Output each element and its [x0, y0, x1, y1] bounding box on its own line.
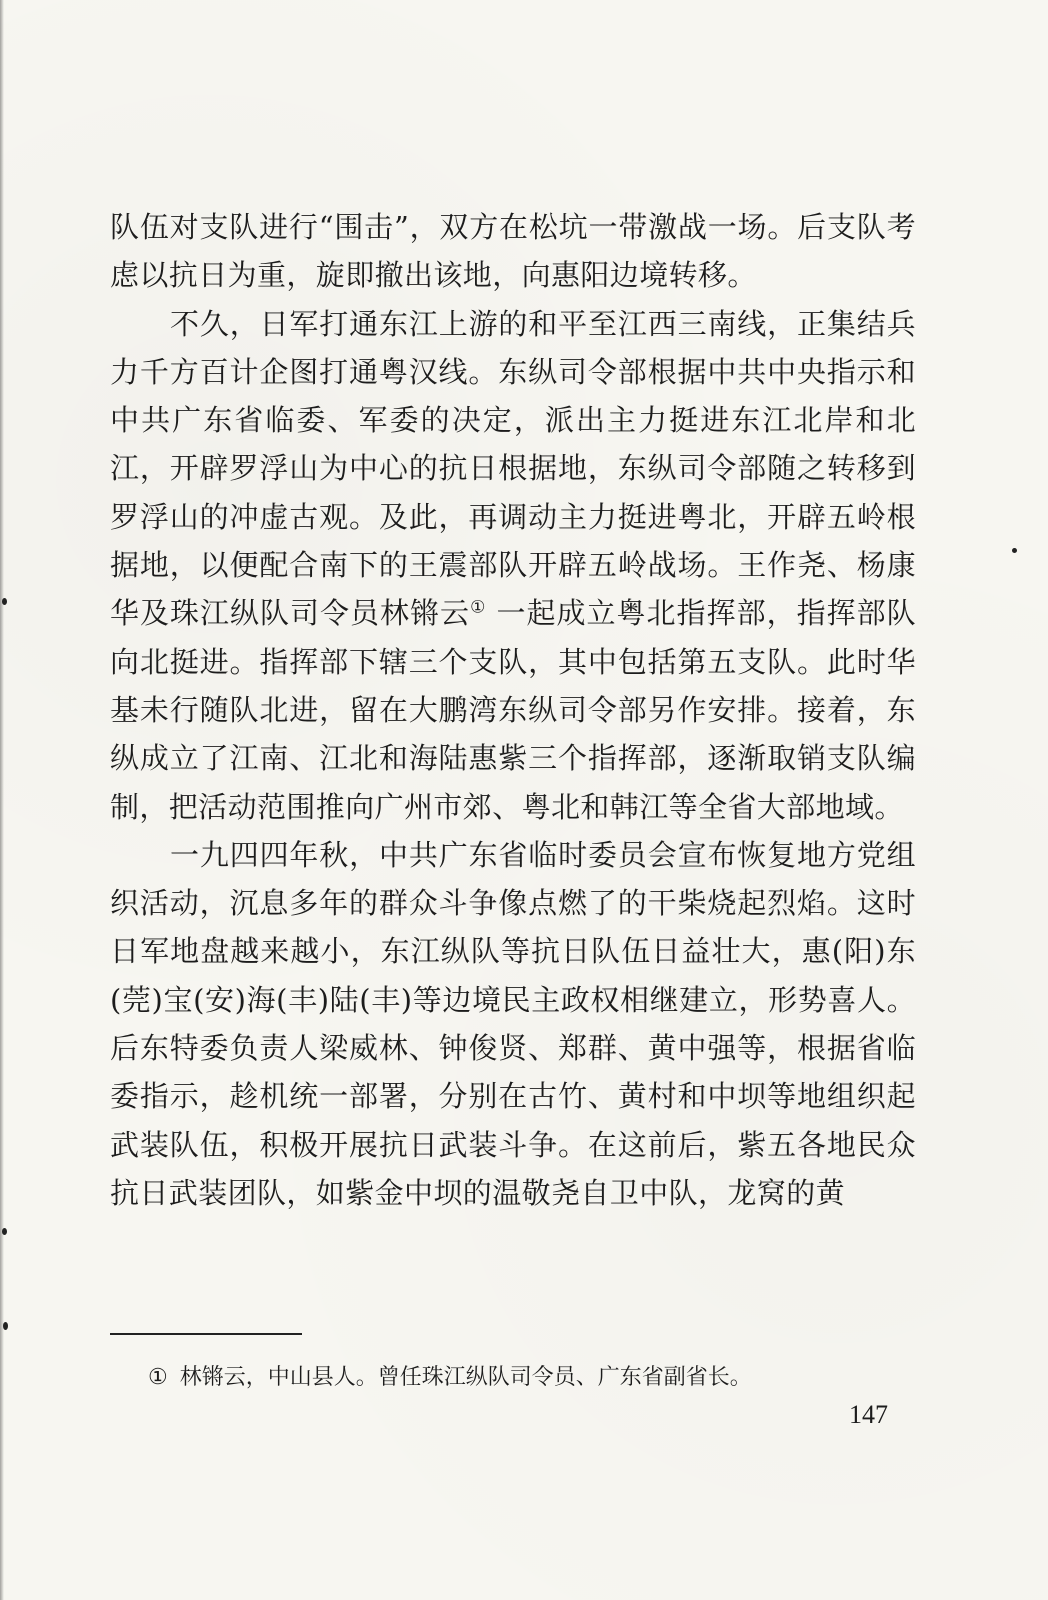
scan-speck: [2, 598, 7, 605]
scan-speck: [2, 1228, 7, 1235]
paragraph-2: [110, 300, 916, 831]
body-text: [110, 203, 916, 1217]
scan-speck: [1012, 548, 1017, 553]
footnote-mark: ①: [148, 1365, 168, 1390]
paragraph-1: 队伍对支队进行“围击”，双方在松坑一带激战一场。后支队考虑以抗日为重，旋即撤出该地，向惠阳边境转移。: [110, 210, 916, 293]
page-edge-shadow: [0, 0, 4, 1600]
paragraph-2-text-a: 不久，日军打通东江上游的和平至江西三南线，正集结兵力千方百计企图打通粤汉线。东纵司令部根据中共中央指示和中共广东省临委、军委的决定，派出主力挺进东江北岸和北江，开辟罗浮山为中心的抗日根据地，东纵司令部随之转移到罗浮山的冲虚古观。及此，再调动主力挺进粤北，开辟五岭根据地，以便配合南下的王震部队开辟五岭战场。王作尧、杨康华及珠江纵队司令员林锵云: [110, 306, 916, 631]
scan-speck: [3, 1322, 8, 1330]
paragraph-3: 一九四四年秋，中共广东省临时委员会宣布恢复地方党组织活动，沉息多年的群众斗争像点燃了的干柴烧起烈焰。这时日军地盘越来越小，东江纵队等抗日队伍日益壮大，惠(阳)东(莞)宝(安)海(丰)陆(丰)等边境民主政权相继建立，形势喜人。后东特委负责人梁威林、钟俊贤、郑群、黄中强等，根据省临委指示，趁机统一部署，分别在古竹、黄村和中坝等地组织起武装队伍，积极开展抗日武装斗争。在这前后，紫五各地民众抗日武装团队，如紫金中坝的温敬尧自卫中队，龙窝的黄: [110, 837, 916, 1210]
footnote: [148, 1362, 908, 1394]
footnote-divider: [110, 1333, 302, 1335]
paragraph-2-text-b: 一起成立粤北指挥部，指挥部队向北挺进。指挥部下辖三个支队，其中包括第五支队。此时华基未行随队北进，留在大鹏湾东纵司令部另作安排。接着，东纵成立了江南、江北和海陆惠紫三个指挥部，逐渐取销支队编制，把活动范围推向广州市郊、粤北和韩江等全省大部地域。: [110, 596, 916, 824]
footnote-reference: ①: [470, 597, 487, 618]
footnote-text: 林锵云，中山县人。曾任珠江纵队司令员、广东省副省长。: [179, 1365, 752, 1390]
page-number: 147: [849, 1400, 888, 1429]
